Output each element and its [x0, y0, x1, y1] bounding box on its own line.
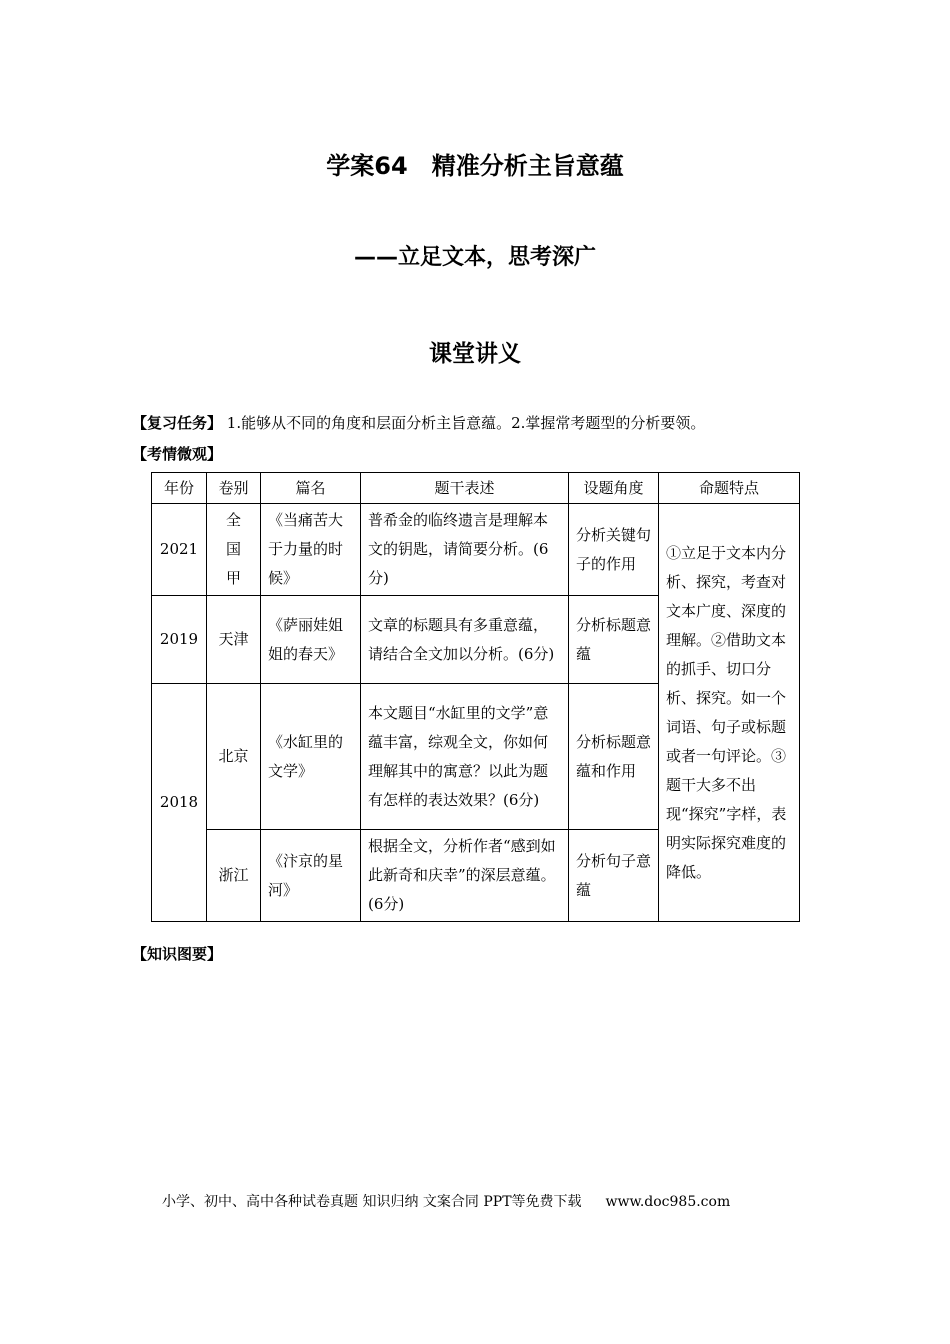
- article-title-cell: 《水缸里的文学》: [261, 684, 361, 830]
- page-footer: [162, 1191, 730, 1211]
- knowledge-map-label: 【知识图要】: [132, 945, 223, 963]
- year-cell: 2021: [152, 504, 207, 596]
- page-title: 学案64 精准分析主旨意蕴: [326, 152, 624, 180]
- features-cell: ①立足于文本内分析、探究，考查对文本广度、深度的理解。②借助文本的抓手、切口分析、探究。如一个词语、句子或标题或者一句评论。③题干大多不出现“探究”字样，表明实际探究难度的降低。: [659, 504, 800, 922]
- paper-cell: 北京: [207, 684, 261, 830]
- question-cell: 普希金的临终遗言是理解本文的钥匙，请简要分析。(6分): [361, 504, 569, 596]
- table-row: [152, 504, 800, 596]
- header-angle: 设题角度: [569, 473, 659, 504]
- article-title-cell: 《汴京的星河》: [261, 830, 361, 922]
- header-year: 年份: [152, 473, 207, 504]
- year-cell: 2018: [152, 684, 207, 922]
- exam-info-label: 【考情微观】: [132, 445, 223, 463]
- review-task-text: 1.能够从不同的角度和层面分析主旨意蕴。2.掌握常考题型的分析要领。: [226, 414, 706, 432]
- question-cell: 本文题目“水缸里的文学”意蕴丰富，综观全文，你如何理解其中的寓意？以此为题有怎样的表达效果？(6分): [361, 684, 569, 830]
- question-cell: 文章的标题具有多重意蕴，请结合全文加以分析。(6分): [361, 596, 569, 684]
- review-task: [132, 413, 705, 433]
- knowledge-map-heading: [132, 944, 222, 964]
- paper-cell: 天津: [207, 596, 261, 684]
- angle-cell: 分析标题意蕴: [569, 596, 659, 684]
- review-task-label: 【复习任务】: [132, 414, 223, 432]
- exam-info-table: [151, 472, 800, 922]
- page-subtitle: ——立足文本，思考深广: [353, 245, 596, 270]
- footer-url[interactable]: www.doc985.com: [605, 1194, 731, 1210]
- header-paper: 卷别: [207, 473, 261, 504]
- article-title-cell: 《萨丽娃姐姐的春天》: [261, 596, 361, 684]
- year-cell: 2019: [152, 596, 207, 684]
- table-header-row: [152, 473, 800, 504]
- paper-cell: 浙江: [207, 830, 261, 922]
- footer-text: 小学、初中、高中各种试卷真题 知识归纳 文案合同 PPT等免费下载: [162, 1194, 582, 1210]
- angle-cell: 分析标题意蕴和作用: [569, 684, 659, 830]
- article-title-cell: 《当痛苦大于力量的时候》: [261, 504, 361, 596]
- angle-cell: 分析关键句子的作用: [569, 504, 659, 596]
- header-features: 命题特点: [659, 473, 800, 504]
- paper-cell: 全 国 甲: [207, 504, 261, 596]
- header-title: 篇名: [261, 473, 361, 504]
- header-question: 题干表述: [361, 473, 569, 504]
- exam-info-heading: [132, 444, 222, 464]
- angle-cell: 分析句子意蕴: [569, 830, 659, 922]
- section-title: 课堂讲义: [429, 341, 521, 367]
- question-cell: 根据全文，分析作者“感到如此新奇和庆幸”的深层意蕴。(6分): [361, 830, 569, 922]
